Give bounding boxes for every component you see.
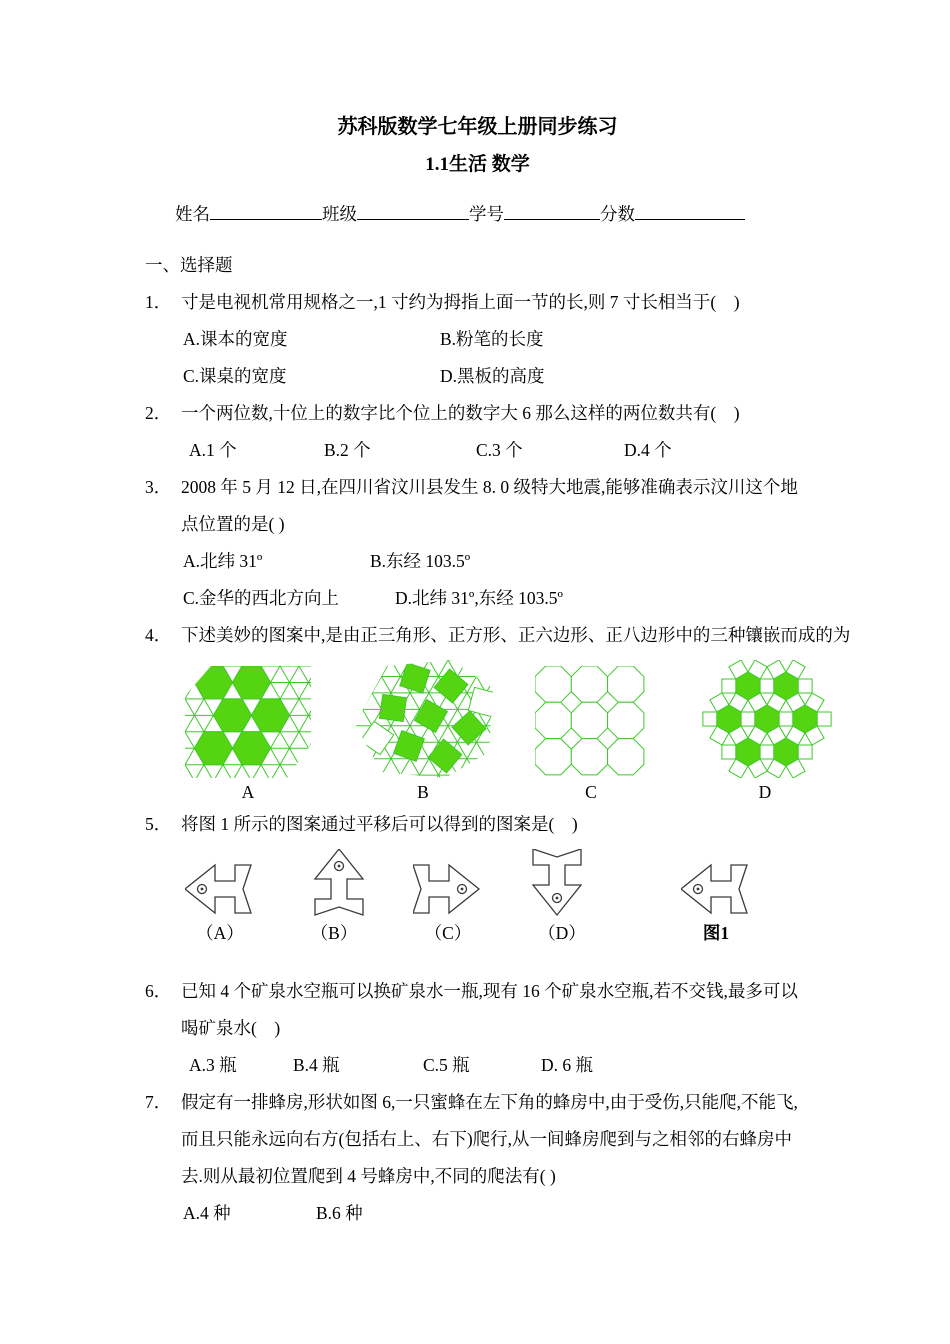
question-1-number: 1． <box>145 292 172 312</box>
class-label: 班级 <box>322 204 357 224</box>
tessellation-a <box>185 666 311 778</box>
question-7-option-a: A.4 种 <box>183 1203 231 1223</box>
question-4-text: 下述美妙的图案中,是由正三角形、正方形、正六边形、正八边形中的三种镶嵌而成的为 <box>181 625 851 645</box>
question-3-option-b: B.东经 103.5º <box>370 551 471 571</box>
question-2-text: 一个两位数,十位上的数字比个位上的数字大 6 那么这样的两位数共有( ) <box>181 403 740 423</box>
question-2-option-b: B.2 个 <box>324 440 371 460</box>
question-3-option-d: D.北纬 31º,东经 103.5º <box>395 588 563 608</box>
question-5 <box>145 806 810 947</box>
question-3 <box>145 469 810 617</box>
question-6-text: 已知 4 个矿泉水空瓶可以换矿泉水一瓶,现有 16 个矿泉水空瓶,若不交钱,最多可以喝矿泉水( ) <box>181 981 798 1038</box>
question-6-option-a: A.3 瓶 <box>189 1055 237 1075</box>
tessellation-b <box>353 660 493 778</box>
question-1-option-a: A.课本的宽度 <box>183 329 288 349</box>
doc-title: 苏科版数学七年级上册同步练习 <box>337 116 618 138</box>
fish-figure1 <box>681 861 751 919</box>
tessellation-c <box>535 666 647 778</box>
question-1-option-c: C.课桌的宽度 <box>183 366 287 386</box>
doc-subtitle: 1.1生活 数学 <box>425 154 530 175</box>
question-1-option-d: D.黑板的高度 <box>440 366 545 386</box>
info-line <box>145 196 810 233</box>
score-label: 分数 <box>600 204 635 224</box>
question-7-option-b: B.6 种 <box>316 1203 363 1223</box>
section-heading: 一、选择题 <box>145 255 233 275</box>
figure-label-figure1: 图1 <box>702 923 730 943</box>
question-7-text: 假定有一排蜂房,形状如图 6,一只蜜蜂在左下角的蜂房中,由于受伤,只能爬,不能飞,而且只能永远向右方(包括右上、右下)爬行,从一间蜂房爬到与之相邻的右蜂房中去.则从最初位置爬到 4 号蜂房中,不同的爬法有( ) <box>181 1092 798 1186</box>
question-7-number: 7． <box>145 1092 172 1112</box>
question-1-text: 寸是电视机常用规格之一,1 寸约为拇指上面一节的长,则 7 寸长相当于( ) <box>181 292 740 312</box>
student-id-blank-line <box>504 200 600 220</box>
figure-label-option-c: （C） <box>424 923 472 943</box>
score-blank-line <box>635 200 745 220</box>
question-6-option-b: B.4 瓶 <box>293 1055 340 1075</box>
figure-label-option-b: （B） <box>310 923 358 943</box>
tessellation-d <box>689 660 841 778</box>
question-5-figures <box>185 849 810 945</box>
question-6-number: 6． <box>145 981 172 1001</box>
class-blank-line <box>357 200 469 220</box>
question-4-figures <box>185 660 883 804</box>
question-1 <box>145 284 810 395</box>
question-5-number: 5． <box>145 814 172 834</box>
question-3-option-a: A.北纬 31º <box>183 551 263 571</box>
question-3-text: 2008 年 5 月 12 日,在四川省汶川县发生 8. 0 级特大地震,能够准确表示汶川这个地点位置的是( ) <box>181 477 798 534</box>
name-blank-line <box>210 200 322 220</box>
question-4-number: 4． <box>145 625 172 645</box>
fish-c <box>413 861 483 919</box>
fish-d <box>529 849 595 919</box>
figure-label-c: C <box>585 782 597 802</box>
figure-label-a: A <box>241 782 255 802</box>
figure-label-b: B <box>417 782 429 802</box>
question-5-text: 将图 1 所示的图案通过平移后可以得到的图案是( ) <box>181 814 578 834</box>
question-2-option-a: A.1 个 <box>189 440 237 460</box>
question-6 <box>145 973 810 1084</box>
fish-a <box>185 861 255 919</box>
question-1-option-b: B.粉笔的长度 <box>440 329 544 349</box>
question-6-option-d: D. 6 瓶 <box>541 1055 594 1075</box>
question-2-number: 2． <box>145 403 172 423</box>
question-7 <box>145 1084 810 1232</box>
question-2 <box>145 395 810 469</box>
name-label: 姓名 <box>175 204 210 224</box>
question-3-number: 3． <box>145 477 172 497</box>
question-2-option-c: C.3 个 <box>476 440 523 460</box>
question-4 <box>145 617 851 806</box>
question-3-option-c: C.金华的西北方向上 <box>183 588 340 608</box>
question-2-option-d: D.4 个 <box>624 440 672 460</box>
figure-label-option-a: （A） <box>196 923 244 943</box>
fish-b <box>301 849 367 919</box>
question-6-option-c: C.5 瓶 <box>423 1055 470 1075</box>
figure-label-d: D <box>758 782 772 802</box>
figure-label-option-d: （D） <box>538 923 586 943</box>
student-id-label: 学号 <box>469 204 504 224</box>
